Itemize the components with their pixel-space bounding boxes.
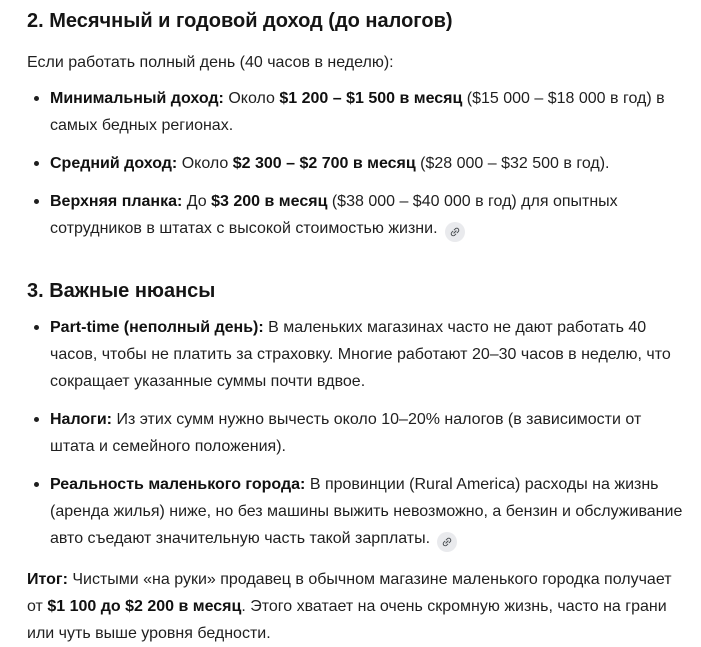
text-segment: ($38 000 – $40 000 в год) для опытных сотрудников в штатах с высокой стоимостью жизни. [50,193,618,237]
list-item [50,85,689,139]
bold-text-segment: $2 300 – $2 700 в месяц [232,155,416,172]
nuances-bullet-list [27,314,689,552]
intro-paragraph: Если работать полный день (40 часов в неделю): [27,54,394,71]
bold-text-segment: Part-time (неполный день): [50,319,264,336]
list-item [50,471,689,552]
bold-text-segment: $3 200 в месяц [211,193,328,210]
text-segment: Чистыми «на руки» продавец в обычном магазине маленького городка получает от [27,571,672,615]
summary-paragraph [27,566,689,647]
text-segment: ($15 000 – $18 000 в год) в самых бедных регионах. [50,90,665,134]
text-segment: Около [223,90,280,107]
citation-link-icon[interactable] [445,222,465,242]
bold-text-segment: Налоги: [50,411,113,428]
bold-text-segment: Минимальный доход: [50,90,224,107]
section-heading-income: 2. Месячный и годовой доход (до налогов) [27,10,453,32]
text-segment: До [182,193,212,210]
bold-text-segment: $1 100 до $2 200 в месяц [47,598,242,615]
document-content [27,9,689,647]
citation-link-icon[interactable] [437,532,457,552]
text-segment: Из этих сумм нужно вычесть около 10–20% налогов (в зависимости от штата и семейного положения). [50,411,642,455]
bold-text-segment: Средний доход: [50,155,178,172]
bold-text-segment: Реальность маленького города: [50,476,306,493]
text-segment: Около [177,155,233,172]
bold-text-segment: $1 200 – $1 500 в месяц [279,90,463,107]
text-segment: В провинции (Rural America) расходы на жизнь (аренда жилья) ниже, но без машины выжить невозможно, а бензин и обслуживание авто съедают значительную часть такой зарплаты. [50,476,683,547]
list-item [50,406,689,460]
income-bullet-list [27,85,689,242]
text-segment: ($28 000 – $32 500 в год). [415,155,610,172]
text-segment: . Этого хватает на очень скромную жизнь, часто на грани или чуть выше уровня бедности. [27,598,667,642]
bold-text-segment: Итог: [27,571,68,588]
section-heading-nuances: 3. Важные нюансы [27,280,216,302]
list-item [50,188,689,242]
bold-text-segment: Верхняя планка: [50,193,183,210]
list-item [50,150,689,177]
list-item [50,314,689,395]
text-segment: В маленьких магазинах часто не дают работать 40 часов, чтобы не платить за страховку. Многие работают 20–30 часов в неделю, что сокращает указанные суммы почти вдвое. [50,319,671,390]
